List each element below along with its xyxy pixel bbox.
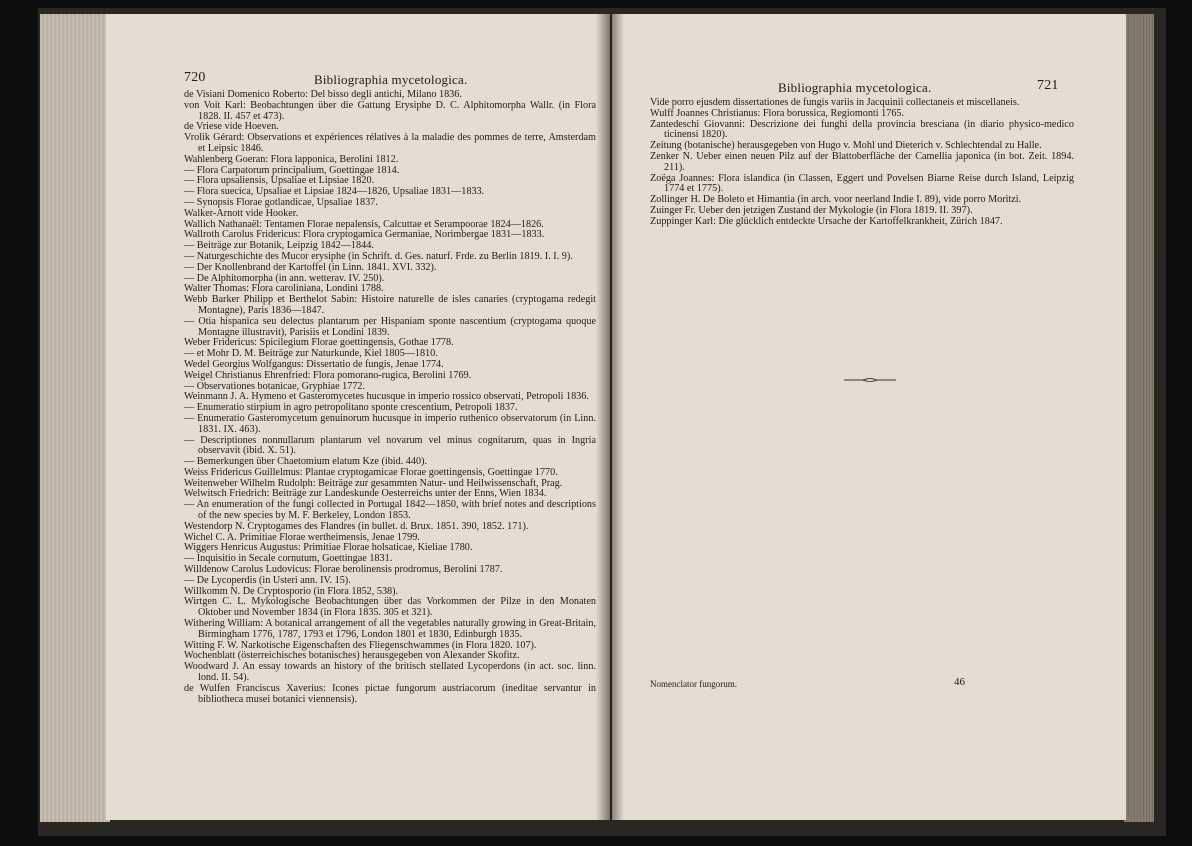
bibliography-entry: Wallich Nathanaël: Tentamen Florae nepalensis, Calcuttae et Serampoorae 1824—1826. (184, 218, 544, 230)
bibliography-entry: de Visiani Domenico Roberto: Del bisso degli antichi, Milano 1836. (184, 89, 462, 100)
bibliography-entry: Zoëga Joannes: Flora islandica (in Classen, Eggert und Povelsen Biarne Reise durch Island, Leipzig 1774 et 1775). (650, 172, 1074, 195)
left-entries (184, 90, 596, 705)
left-page-number: 720 (184, 70, 206, 85)
bibliography-entry: — Inquisitio in Secale cornutum, Goettingae 1831. (184, 553, 393, 565)
bibliography-entry: — Naturgeschichte des Mucor erysiphe (in Schrift. d. Ges. naturf. Frde. zu Berlin 1819. I. I. 9). (184, 250, 573, 262)
bibliography-entry: Wulff Joannes Christianus: Flora borussica, Regiomonti 1765. (650, 107, 905, 119)
bibliography-entry: Witting F. W. Narkotische Eigenschaften des Fliegenschwammes (in Flora 1820. 107). (184, 639, 537, 651)
bibliography-entry: Westendorp N. Cryptogames des Flandres (in bullet. d. Brux. 1851. 390, 1852. 171). (184, 520, 529, 532)
right-page (612, 14, 1126, 820)
bibliography-entry: — Enumeratio Gasteromycetum genuinorum hucusque in imperio ruthenico observatorum (in Linn. 1831. IX. 463). (184, 412, 596, 435)
bibliography-entry: von Voit Karl: Beobachtungen über die Gattung Erysiphe D. C. Alphitomorpha Wallr. (in Flora 1828. II. 457 et 473). (184, 99, 596, 122)
bibliography-entry: Wiggers Henricus Augustus: Primitiae Florae holsaticae, Kieliae 1780. (184, 542, 473, 554)
left-page (106, 14, 610, 820)
bibliography-entry: Weitenweber Wilhelm Rudolph: Beiträge zur gesammten Natur- und Heilwissenschaft, Prag. (184, 477, 563, 489)
bibliography-entry: Walker-Arnott vide Hooker. (184, 207, 299, 219)
right-running-head: Bibliographia mycetologica. (778, 80, 932, 95)
footer-number: 46 (954, 676, 965, 688)
bibliography-entry: — De Alphitomorpha (in ann. wetterav. IV. 250). (184, 272, 385, 284)
bibliography-entry: Wirtgen C. L. Mykologische Beobachtungen über das Vorkommen der Pilze in den Monaten Oktober und November 1834 (in Flora 1835. 305 et 321). (184, 596, 596, 619)
bibliography-entry: Weinmann J. A. Hymeno et Gasteromycetes hucusque in imperio rossico observati, Petropoli 1836. (184, 391, 589, 403)
ornament-rule (844, 377, 896, 383)
left-running-head: Bibliographia mycetologica. (314, 72, 468, 87)
bibliography-entry: Webb Barker Philipp et Berthelot Sabin: Histoire naturelle de isles canaries (cryptogama redegit Montagne), Paris 1836—1847. (184, 294, 596, 316)
bibliography-entry: Wichel C. A. Primitiae Florae wertheimensis, Jenae 1799. (184, 531, 420, 543)
bibliography-entry: Wallroth Carolus Fridericus: Flora cryptogamica Germaniae, Norimbergae 1831—1833. (184, 229, 545, 241)
bibliography-entry: Willkomm N. De Cryptosporio (in Flora 1852, 538). (184, 585, 399, 597)
bibliography-entry: Wedel Georgius Wolfgangus: Dissertatio de fungis, Jenae 1774. (184, 358, 444, 370)
right-page-number: 721 (1037, 78, 1059, 93)
bibliography-entry: Zollinger H. De Boleto et Himantia (in arch. voor neerland Indie I. 89), vide porro Moritzi. (650, 194, 1022, 206)
bibliography-entry: de Vriese vide Hoeven. (184, 121, 279, 133)
bibliography-entry: Woodward J. An essay towards an history of the britisch stellated Lycoperdons (in act. soc. linn. lond. II. 54). (184, 661, 596, 684)
bibliography-entry: — Enumeratio stirpium in agro petropolitano sponte crescentium, Petropoli 1837. (184, 402, 518, 414)
gutter-shadow (596, 14, 624, 820)
left-page-edges (40, 14, 110, 822)
right-entries (650, 98, 1074, 228)
footer-signature: Nomenclator fungorum. (650, 679, 737, 689)
bibliography-entry: Weigel Christianus Ehrenfried: Flora pomorano-rugica, Berolini 1769. (184, 369, 472, 381)
bibliography-entry: — Synopsis Florae gotlandicae, Upsaliae 1837. (184, 196, 378, 208)
bibliography-entry: Vrolik Gérard: Observations et expériences rélatives à la maladie des pommes de terre, Amsterdam et Leipsic 1846. (184, 132, 596, 154)
right-page-edges (1124, 14, 1154, 822)
bibliography-entry: — De Lycoperdis (in Usteri ann. IV. 15). (184, 574, 351, 586)
bibliography-entry: — Descriptiones nonnullarum plantarum vel novarum vel minus cognitarum, quas in Ingria observavit (ibid. X. 51). (184, 434, 596, 457)
bibliography-entry: — Flora Carpatorum principalium, Goettingae 1814. (184, 164, 400, 176)
bibliography-entry: Willdenow Carolus Ludovicus: Florae berolinensis prodromus, Berolini 1787. (184, 564, 503, 576)
bibliography-entry: Wahlenberg Goeran: Flora lapponica, Berolini 1812. (184, 153, 399, 165)
bibliography-entry: Weber Fridericus: Spicilegium Florae goettingensis, Gothae 1778. (184, 337, 454, 349)
bibliography-entry: — Observationes botanicae, Gryphiae 1772. (184, 380, 366, 392)
bibliography-entry: Zuinger Fr. Ueber den jetzigen Zustand der Mykologie (in Flora 1819. II. 397). (650, 204, 973, 216)
bibliography-entry: — Otia hispanica seu delectus plantarum per Hispaniam sponte nascentium (cryptogama quoque Montagne illustravit), Parisiis et Londini 1839. (184, 315, 596, 338)
bibliography-entry: Zuppinger Karl: Die glücklich entdeckte Ursache der Kartoffelkrankheit, Zürich 1847. (650, 215, 1003, 227)
bibliography-entry: de Wulfen Franciscus Xaverius: Icones pictae fungorum austriacorum (ineditae servantur in bibliotheca musei botanici viennensis). (184, 682, 596, 705)
bibliography-entry: — An enumeration of the fungi collected in Portugal 1842—1850, with brief notes and descriptions of the new species by M. F. Berkeley, London 1853. (184, 499, 596, 522)
bibliography-entry: — Beiträge zur Botanik, Leipzig 1842—1844. (184, 240, 374, 252)
bibliography-entry: — Flora suecica, Upsaliae et Lipsiae 1824—1826, Upsaliae 1831—1833. (184, 186, 485, 198)
bibliography-entry: Zantedeschi Giovanni: Descrizione dei funghi della provincia bresciana (in diario physico-medico ticinensi 1820). (650, 118, 1074, 141)
bibliography-entry: — Der Knollenbrand der Kartoffel (in Linn. 1841. XVI. 332). (184, 261, 437, 273)
bibliography-entry: — Bemerkungen über Chaetomium elatum Kze (ibid. 440). (184, 456, 428, 468)
bibliography-entry: Walter Thomas: Flora caroliniana, Londini 1788. (184, 283, 384, 295)
bibliography-entry: Withering William: A botanical arrangement of all the vegetables naturally growing in Great-Britain, Birmingham 1776, 1787, 1793 et 1796, London 1801 et 1830, Edinburgh 1835. (184, 618, 596, 640)
bibliography-entry: Wochenblatt (österreichisches botanisches) herausgegeben von Alexander Skofitz. (184, 650, 520, 662)
bibliography-entry: Zenker N. Ueber einen neuen Pilz auf der Blattoberfläche der Camellia japonica (in bot. Zeit. 1894. 211). (650, 150, 1074, 173)
bibliography-entry: Weiss Fridericus Guillelmus: Plantae cryptogamicae Florae goettingensis, Goettingae 1770. (184, 466, 558, 478)
bibliography-entry: — et Mohr D. M. Beiträge zur Naturkunde, Kiel 1805—1810. (184, 348, 438, 360)
bibliography-entry: Welwitsch Friedrich: Beiträge zur Landeskunde Oesterreichs unter der Enns, Wien 1834. (184, 488, 547, 500)
bibliography-entry: Vide porro ejusdem dissertationes de fungis variis in Jacquinii collectaneis et miscellaneis. (650, 97, 1020, 108)
bibliography-entry: Zeitung (botanische) herausgegeben von Hugo v. Mohl und Dieterich v. Schlechtendal zu Halle. (650, 140, 1042, 152)
bibliography-entry: — Flora upsaliensis, Upsaliae et Lipsiae 1820. (184, 175, 375, 187)
